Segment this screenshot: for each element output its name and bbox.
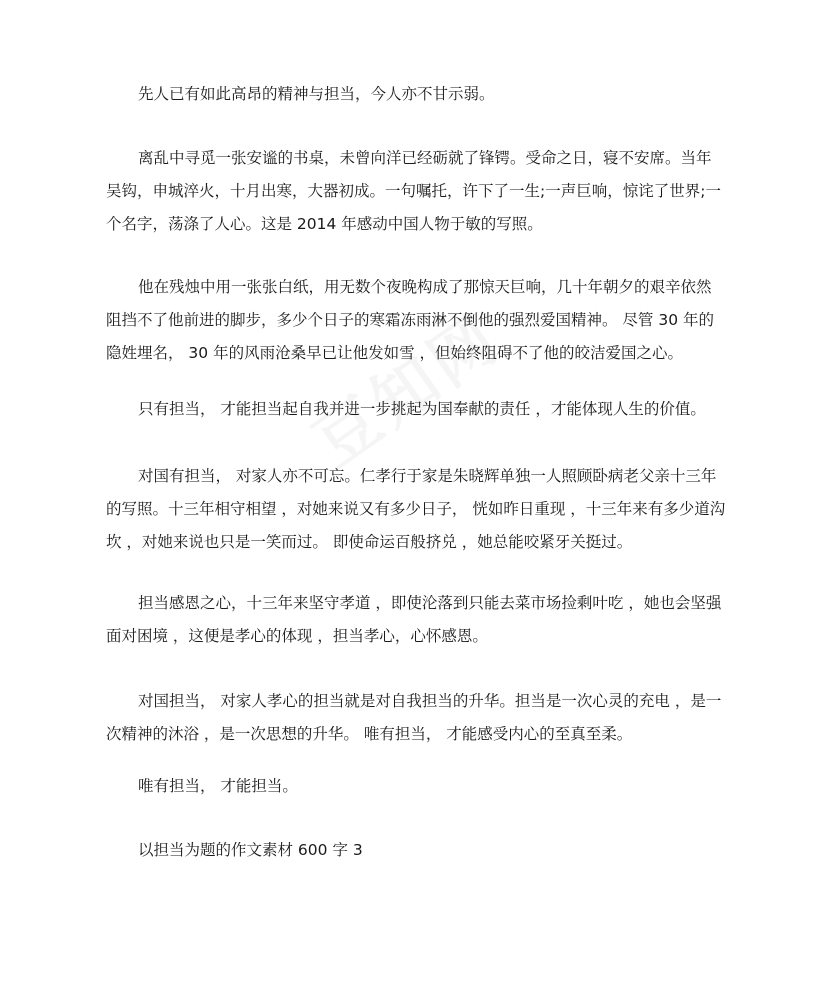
paragraph-1: 先人已有如此高昂的精神与担当，今人亦不甘示弱。 [138,85,495,103]
paragraph-7: 对国担当， 对家人孝心的担当就是对自我担当的升华。担当是一次心灵的充电 ，是一次精神的沐浴 ，是一次思想的升华。 唯有担当， 才能感受内心的至真至柔。 [106,692,722,743]
paragraph-6: 担当感恩之心，十三年来坚守孝道 ，即使沦落到只能去菜市场捡剩叶吃 ，她也会坚强面对困境 ，这便是孝心的体现 ，担当孝心，心怀感恩。 [106,594,722,645]
paragraph-2: 离乱中寻觅一张安谧的书桌，未曾向洋已经砺就了锋锷。受命之日，寝不安席。当年吴钩，申城淬火，十月出寒，大器初成。一句嘱托，许下了一生;一声巨响，惊诧了世界;一个名字，荡涤了人心。这是 2014 年感动中国人物于敏的写照。 [106,149,721,233]
paragraph-4: 只有担当， 才能担当起自我并进一步挑起为国奉献的责任 ，才能体现人生的价值。 [138,400,706,418]
paragraph-3: 他在残烛中用一张张白纸，用无数个夜晚构成了那惊天巨响，几十年朝夕的艰辛依然阻挡不了他前进的脚步，多少个日子的寒霜冻雨淋不倒他的强烈爱国精神。 尽管 30 年的隐姓埋名， 30 年的风雨沧桑早已让他发如雪 ，但始终阻碍不了他的皎洁爱国之心。 [106,278,715,362]
paragraph-5: 对国有担当， 对家人亦不可忘。仁孝行于家是朱晓辉单独一人照顾卧病老父亲十三年的写照。十三年相守相望 ，对她来说又有多少日子， 恍如昨日重现 ，十三年来有多少道沟坎 ，对她来说也只是一笑而过。 即使命运百般挤兑 ，她总能咬紧牙关挺过。 [106,467,726,551]
section-title: 以担当为题的作文素材 600 字 3 [138,841,363,859]
paragraph-8: 唯有担当， 才能担当。 [138,777,298,795]
